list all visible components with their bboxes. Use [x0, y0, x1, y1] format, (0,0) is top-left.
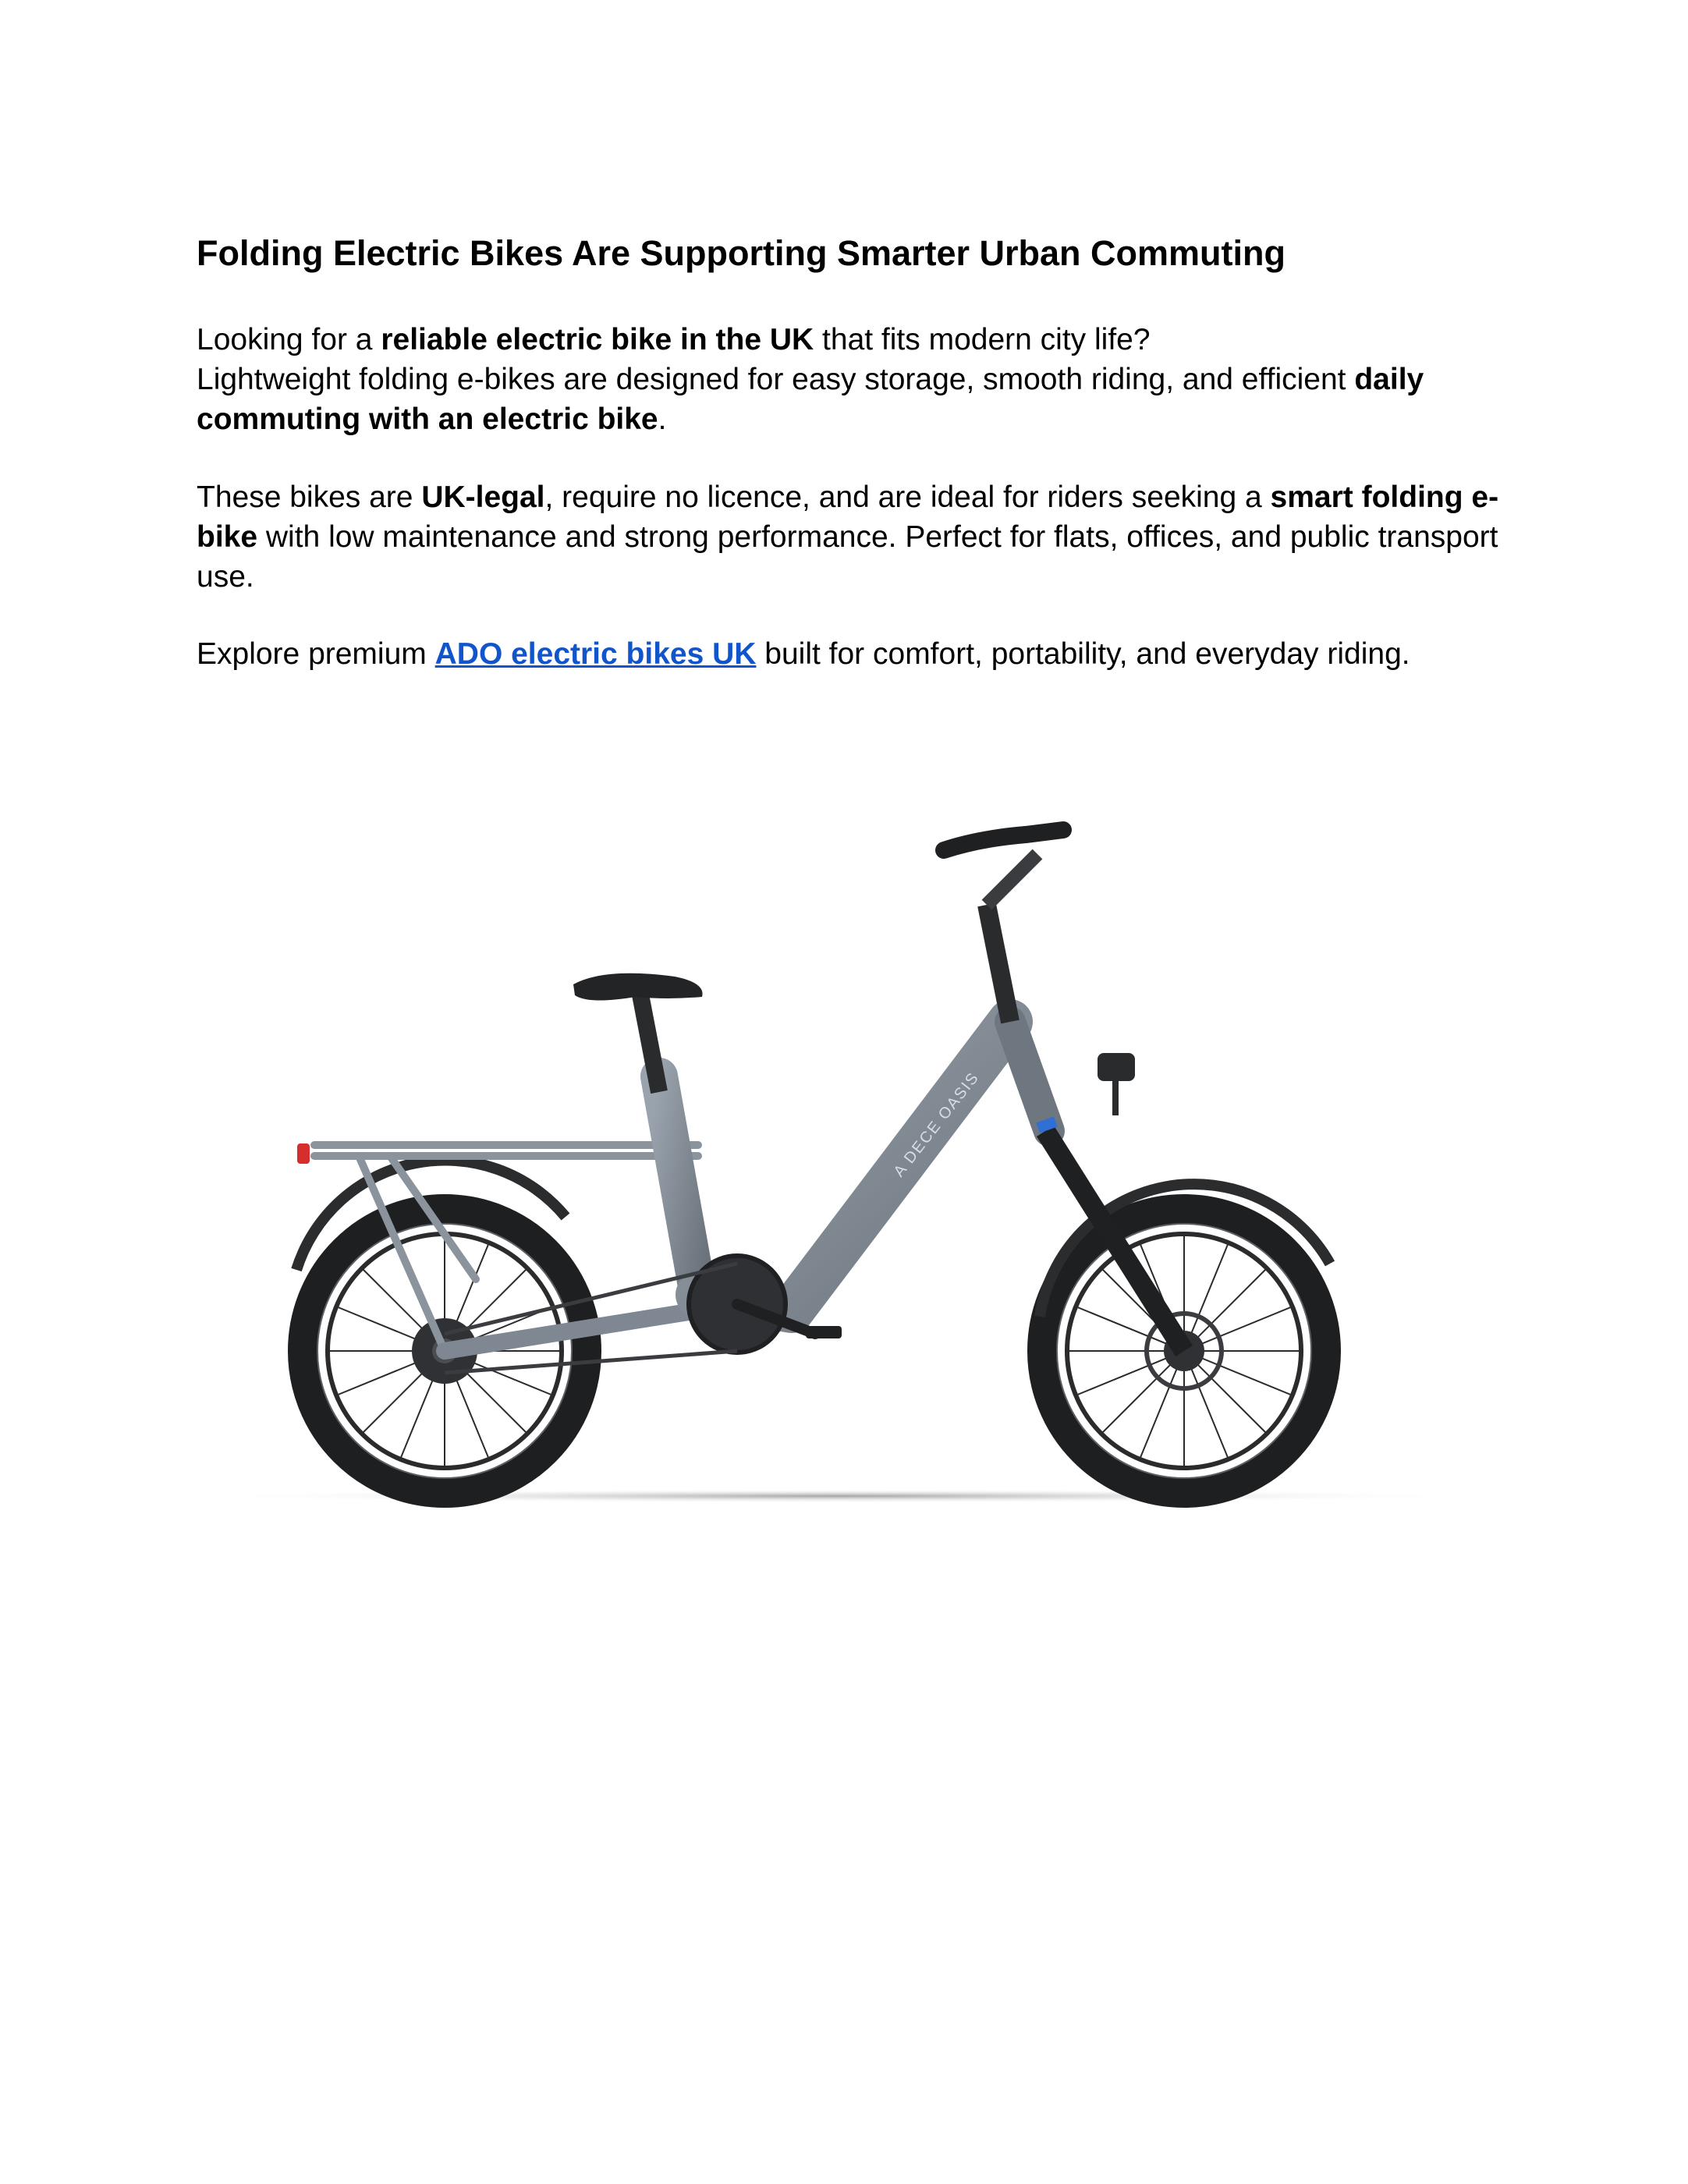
intro-bold-1: reliable electric bike in the UK [381, 323, 814, 356]
frame-brand-logo: A DECE OASIS [890, 1069, 983, 1181]
handlebar-stem [987, 905, 1010, 1022]
intro-text-4: . [658, 402, 667, 436]
intro-paragraph [197, 320, 1507, 439]
saddle [573, 973, 703, 1001]
pedal [806, 1326, 842, 1338]
legal-text-2: , require no licence, and are ideal for riders seeking a [544, 480, 1271, 514]
handlebar [944, 830, 1063, 850]
legal-bold-1: UK-legal [421, 480, 545, 514]
rear-light [297, 1143, 310, 1164]
folding-ebike-image [199, 796, 1478, 1513]
legal-text-1: These bikes are [197, 480, 422, 514]
explore-text-1: Explore premium [197, 637, 435, 671]
legal-bold-2: smart folding e-bike [197, 480, 1499, 554]
headlight [1098, 1053, 1135, 1115]
ado-electric-bikes-link[interactable]: ADO electric bikes UK [434, 637, 757, 671]
intro-bold-2: daily commuting with an electric bike [197, 363, 1424, 436]
intro-text-1: Looking for a [197, 323, 381, 356]
intro-text-2: that fits modern city life? [814, 323, 1151, 356]
front-fork [1045, 1131, 1184, 1351]
legal-paragraph [197, 477, 1507, 597]
legal-text-3: with low maintenance and strong performance. Perfect for flats, offices, and public transport use. [197, 520, 1498, 594]
stem-arm [987, 854, 1037, 905]
intro-text-3: Lightweight folding e-bikes are designed for easy storage, smooth riding, and efficient [197, 363, 1355, 396]
explore-paragraph [197, 634, 1507, 674]
document-title: Folding Electric Bikes Are Supporting Smarter Urban Commuting [197, 233, 1286, 273]
explore-text-2: built for comfort, portability, and everyday riding. [756, 637, 1410, 671]
